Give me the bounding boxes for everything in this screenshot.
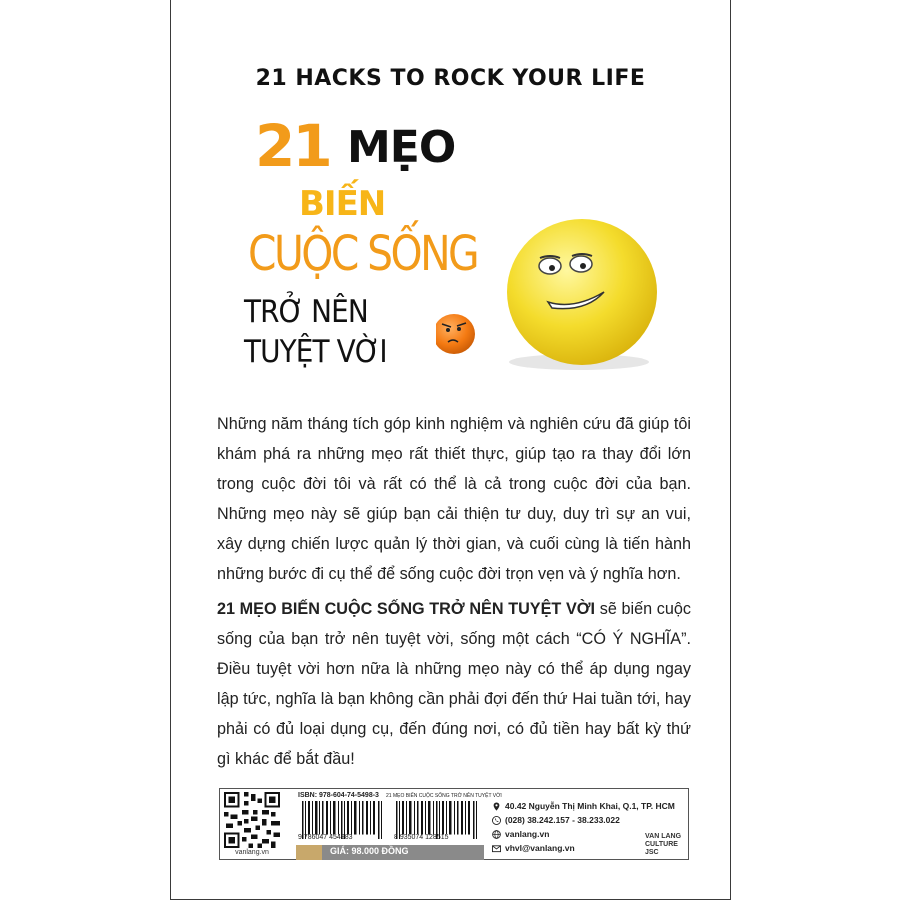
- mail-icon: [492, 844, 501, 853]
- book-title-inline: 21 MẸO BIẾN CUỘC SỐNG TRỞ NÊN TUYỆT VỜI: [217, 600, 596, 618]
- publisher-logo: [645, 833, 688, 857]
- price-accent: [296, 845, 322, 860]
- logo-line-2: CULTURE JSC: [645, 841, 678, 856]
- barcode-number-2: 8 935074 128515: [394, 834, 449, 841]
- title-bien: BIẾN: [299, 184, 386, 224]
- address-text: 40.42 Nguyễn Thị Minh Khai, Q.1, TP. HCM: [505, 801, 675, 811]
- qr-label: vanlang.vn: [235, 849, 269, 856]
- map-pin-icon: [492, 802, 501, 811]
- phone-text: (028) 38.242.157 - 38.233.022: [505, 815, 620, 825]
- globe-icon: [492, 830, 501, 839]
- title-tro-nen: TRỞ NÊN: [244, 294, 368, 330]
- qr-code: [224, 792, 280, 848]
- address-row: [492, 799, 675, 813]
- email-text: vhvl@vanlang.vn: [505, 843, 575, 853]
- title-number: 21: [255, 112, 330, 180]
- english-title: 21 HACKS TO ROCK YOUR LIFE: [255, 66, 646, 91]
- phone-row: [492, 813, 652, 827]
- logo-line-1: VAN LANG: [645, 833, 682, 840]
- description-paragraph-1: Những năm tháng tích góp kinh nghiệm và nghiên cứu đã giúp tôi khám phá ra những mẹo rất thiết thực, giúp tạo ra thay đổi lớn trong cuộc đời tôi và rất có thể là cả trong cuộc đời của bạn. Những mẹo này sẽ giúp bạn cải thiện tư duy, duy trì sự an vui, xây dựng chiến lược quản lý thời gian, và cuối cùng là tiến hành những bước đi cụ thể để sống cuộc đời trọn vẹn và ý nghĩa hơn.: [217, 415, 691, 583]
- phone-icon: [492, 816, 501, 825]
- isbn-text: ISBN: 978-604-74-5498-3: [298, 792, 379, 799]
- paragraph-2-text: sẽ biến cuộc sống của bạn trở nên tuyệt vời, sống một cách “CÓ Ý NGHĨA”. Điều tuyệt vời hơn nữa là những mẹo này có thể áp dụng ngay lập tức, nghĩa là bạn không cần phải đợi đến thứ Hai tuần tới, hay phải có đủ loại dụng cụ, đến đúng nơi, có đủ tiền hay bất kỳ thứ gì khác để bắt đầu!: [217, 600, 691, 768]
- price-text: GIÁ: 98.000 ĐỒNG: [330, 846, 409, 856]
- title-tuyet-voi: TUYỆT VỜI: [244, 334, 387, 370]
- website-text: vanlang.vn: [505, 829, 550, 839]
- publisher-info-box: [219, 788, 689, 860]
- price-bar: [296, 845, 484, 860]
- tangerine-character: [436, 314, 475, 354]
- description-paragraph-2: [217, 594, 691, 774]
- title-cuoc-song: CUỘC SỐNG: [248, 226, 478, 282]
- barcode-book-title: 21 MẸO BIẾN CUỘC SỐNG TRỞ NÊN TUYỆT VỜI: [386, 793, 502, 799]
- grapefruit-character: [507, 219, 657, 365]
- barcode-number-1: 9 786047 454983: [298, 834, 353, 841]
- website-row: [492, 827, 652, 841]
- book-back-cover: [170, 0, 731, 900]
- email-row: [492, 841, 652, 855]
- fruit-illustration: [436, 210, 666, 380]
- title-meo: MẸO: [347, 122, 456, 173]
